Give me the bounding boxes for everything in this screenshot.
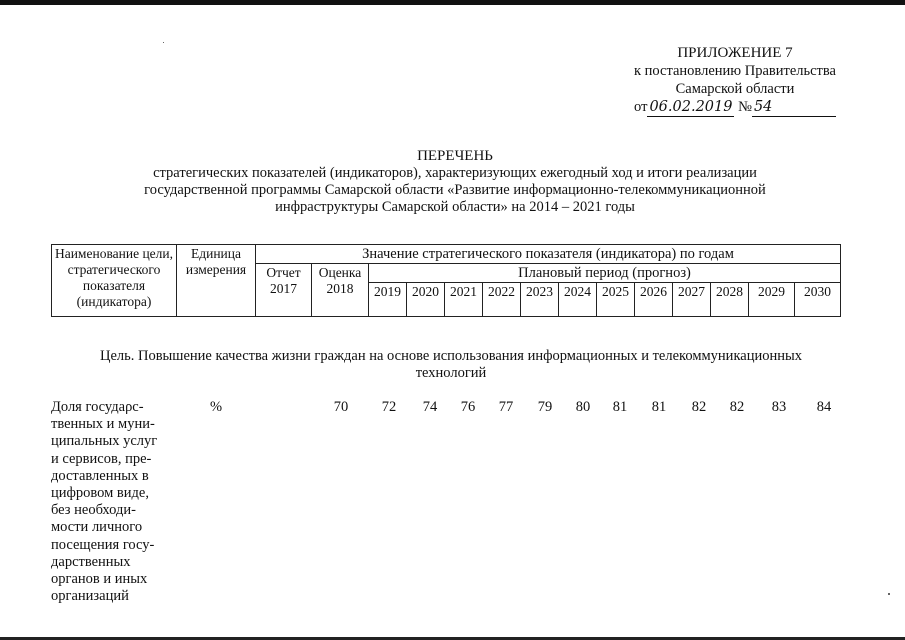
- plan-year-cell: 2029: [749, 283, 795, 317]
- header-unit-cell: Единица измерения: [177, 245, 256, 317]
- indicator-values-row: [0, 399, 905, 419]
- heading-line-4: инфраструктуры Самарской области» на 2014 – 2021 годы: [275, 199, 635, 215]
- scan-speck: [888, 593, 890, 595]
- indicator-name-line: твенных и муни-: [51, 416, 155, 433]
- value-2021: 77: [498, 399, 514, 415]
- value-2027: 82: [729, 399, 745, 415]
- indicator-unit: %: [210, 399, 223, 415]
- estimate-year: 2018: [326, 281, 354, 296]
- header-estimate-cell: [312, 264, 369, 317]
- plan-year-cell: 2023: [521, 283, 559, 317]
- scan-speck: [163, 42, 164, 43]
- plan-year-cell: 2028: [711, 283, 749, 317]
- date-prefix: от: [634, 99, 648, 115]
- indicator-name-line: мости личного: [51, 519, 143, 536]
- plan-year-cell: 2024: [559, 283, 597, 317]
- value-2022: 79: [537, 399, 553, 415]
- indicator-name-line: организаций: [51, 588, 129, 605]
- plan-year-cell: 2026: [635, 283, 673, 317]
- indicator-name-line: дарственных: [51, 553, 131, 570]
- number-prefix: №: [738, 99, 752, 115]
- value-2025: 81: [651, 399, 667, 415]
- indicator-name-line: доставленных в: [51, 467, 149, 484]
- header-name-cell: Наименование цели, стратегического показателя (индикатора): [52, 245, 177, 317]
- indicator-name-line: органов и иных: [51, 571, 148, 588]
- value-2020: 76: [460, 399, 476, 415]
- value-2018: 72: [381, 399, 397, 415]
- header-plan-cell: Плановый период (прогноз): [369, 264, 841, 283]
- goal-text: [51, 348, 851, 382]
- indicator-name-line: Доля госудаρс-: [51, 399, 144, 415]
- plan-year-cell: 2030: [795, 283, 841, 317]
- value-2029: 84: [816, 399, 832, 415]
- value-2019: 74: [422, 399, 438, 415]
- appendix-date-line: [600, 98, 870, 117]
- value-2023: 80: [575, 399, 591, 415]
- plan-year-cell: 2022: [483, 283, 521, 317]
- plan-year-cell: 2025: [597, 283, 635, 317]
- indicator-name-line: и сервисов, пре-: [51, 450, 152, 467]
- goal-line-1: Цель. Повышение качества жизни граждан на основе использования информационных и телекоммуникационных: [99, 348, 802, 364]
- indicator-name-line: посещения госу-: [51, 536, 155, 553]
- appendix-title: ПРИЛОЖЕНИЕ 7: [677, 45, 793, 61]
- indicator-name-line: без необходи-: [51, 502, 136, 519]
- document-heading: [60, 148, 850, 216]
- plan-year-cell: 2020: [407, 283, 445, 317]
- appendix-block: [600, 44, 870, 117]
- plan-year-cell: 2019: [369, 283, 407, 317]
- plan-year-cell: 2027: [673, 283, 711, 317]
- report-year: 2017: [270, 281, 297, 296]
- value-2017: 70: [333, 399, 349, 415]
- value-2026: 82: [691, 399, 707, 415]
- report-label: Отчет: [266, 265, 301, 280]
- indicator-name-line: цифровом виде,: [51, 485, 149, 502]
- goal-line-2: технологий: [415, 365, 487, 381]
- handwritten-date: 06.02.2019: [649, 99, 733, 115]
- value-2028: 83: [771, 399, 787, 415]
- heading-title: ПЕРЕЧЕНЬ: [417, 148, 493, 164]
- indicator-name-line: ципальных услуг: [51, 433, 158, 450]
- heading-line-2: стратегических показателей (индикаторов), характеризующих ежегодный ход и итоги реализации: [153, 165, 757, 181]
- appendix-line-1: к постановлению Правительства: [634, 63, 836, 79]
- plan-year-cell: 2021: [445, 283, 483, 317]
- value-2024: 81: [612, 399, 628, 415]
- handwritten-number: 54: [752, 98, 836, 117]
- header-values-cell: Значение стратегического показателя (индикатора) по годам: [256, 245, 841, 264]
- heading-line-3: государственной программы Самарской области «Развитие информационно-телекоммуникационной: [144, 182, 766, 198]
- indicator-name: [51, 399, 172, 605]
- top-scan-border: [0, 0, 905, 5]
- header-report-cell: [256, 264, 312, 317]
- estimate-label: Оценка: [318, 265, 362, 280]
- indicators-table-header: [51, 244, 841, 317]
- appendix-line-2: Самарской области: [675, 81, 795, 97]
